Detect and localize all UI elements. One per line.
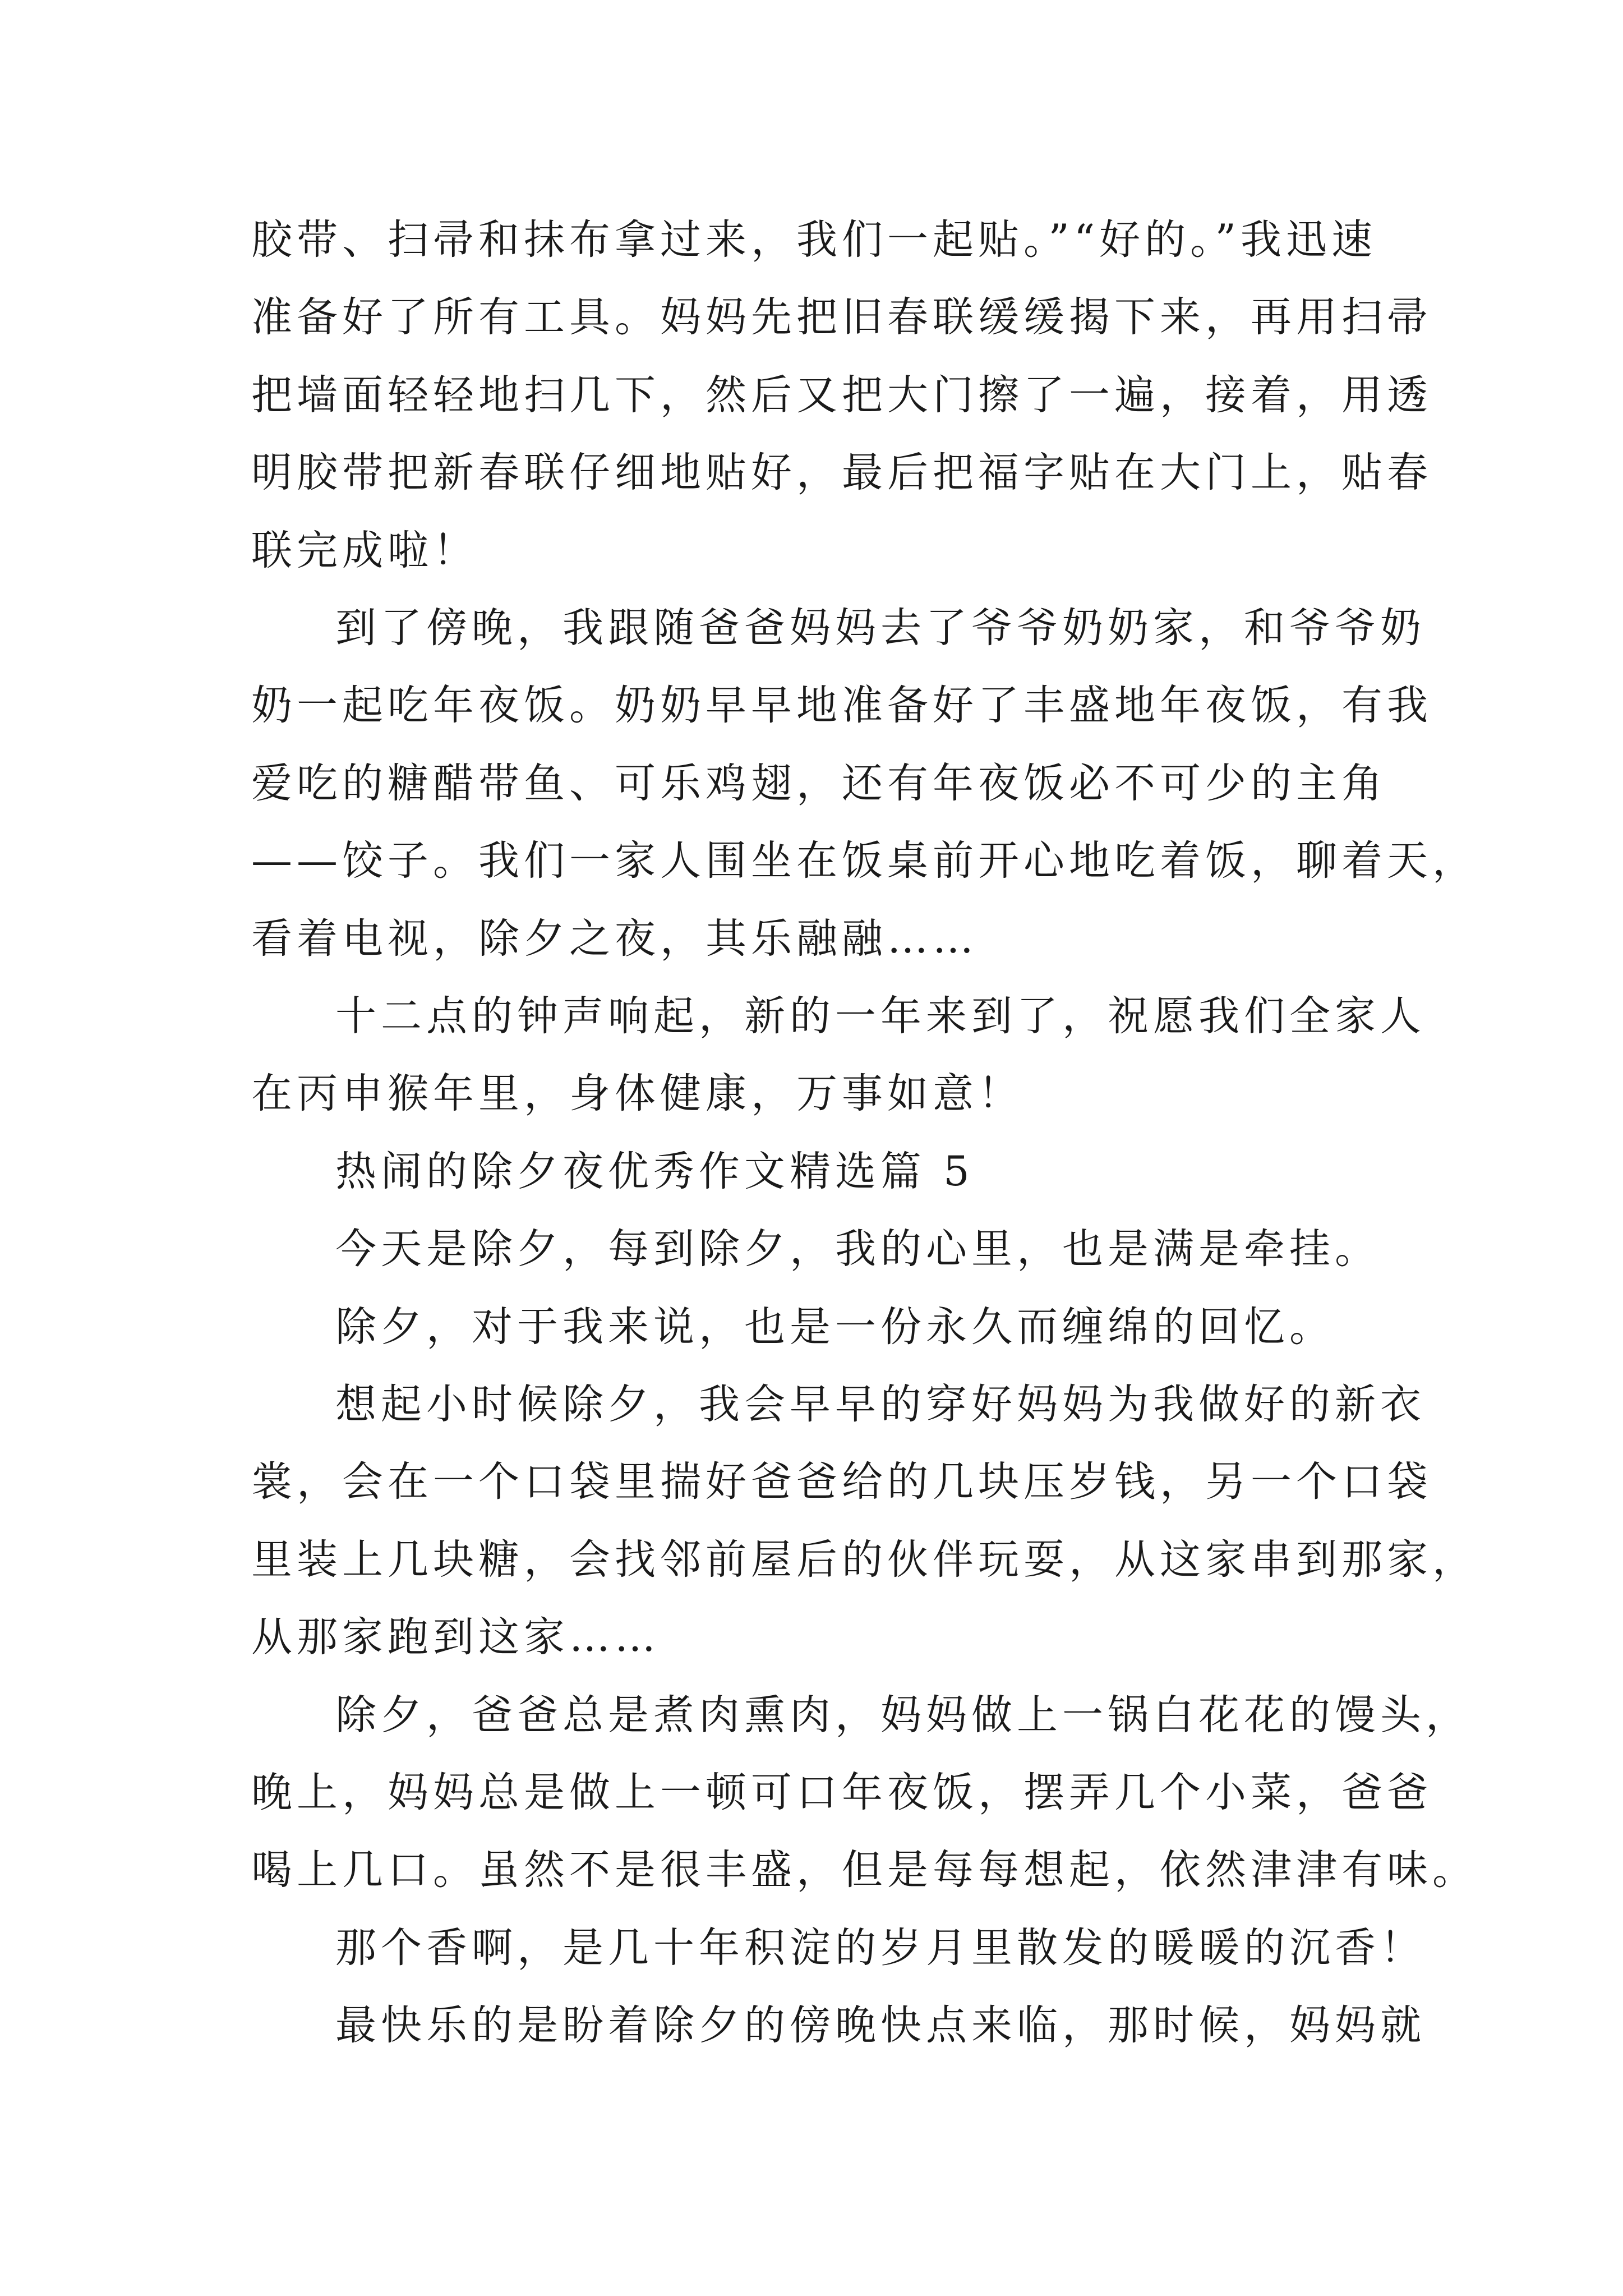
text-line: 喝上几口。虽然不是很丰盛，但是每每想起，依然津津有味。 xyxy=(251,1846,1478,1894)
paragraph-first-line: 想起小时候除夕，我会早早的穿好妈妈为我做好的新衣 xyxy=(335,1381,1426,1428)
text-line: 晚上，妈妈总是做上一顿可口年夜饭，摆弄几个小菜，爸爸 xyxy=(251,1769,1432,1816)
paragraph-first-line: 今天是除夕，每到除夕，我的心里，也是满是牵挂。 xyxy=(335,1225,1380,1273)
text-line: ——饺子。我们一家人围坐在饭桌前开心地吃着饭，聊着天， xyxy=(251,837,1478,885)
text-line: 看着电视，除夕之夜，其乐融融…… xyxy=(251,915,978,963)
text-line: 胶带、扫帚和抹布拿过来，我们一起贴。”“好的。”我迅速 xyxy=(251,216,1377,264)
text-line: 在丙申猴年里，身体健康，万事如意！ xyxy=(251,1070,1023,1117)
paragraph-first-line: 除夕，爸爸总是煮肉熏肉，妈妈做上一锅白花花的馒头， xyxy=(335,1691,1471,1739)
section-heading: 热闹的除夕夜优秀作文精选篇 5 xyxy=(335,1148,974,1195)
paragraph-first-line: 那个香啊，是几十年积淀的岁月里散发的暖暖的沉香！ xyxy=(335,1924,1426,1972)
text-line: 把墙面轻轻地扫几下，然后又把大门擦了一遍，接着，用透 xyxy=(251,371,1432,419)
paragraph-first-line: 最快乐的是盼着除夕的傍晚快点来临，那时候，妈妈就 xyxy=(335,2001,1426,2049)
text-line: 里装上几块糖，会找邻前屋后的伙伴玩耍，从这家串到那家， xyxy=(251,1536,1478,1584)
text-line: 奶一起吃年夜饭。奶奶早早地准备好了丰盛地年夜饭，有我 xyxy=(251,682,1432,729)
text-line: 明胶带把新春联仔细地贴好，最后把福字贴在大门上，贴春 xyxy=(251,449,1432,496)
text-line: 准备好了所有工具。妈妈先把旧春联缓缓揭下来，再用扫帚 xyxy=(251,293,1432,341)
text-line: 联完成啦！ xyxy=(251,527,478,574)
paragraph-first-line: 除夕，对于我来说，也是一份永久而缠绵的回忆。 xyxy=(335,1303,1335,1351)
text-line: 从那家跑到这家…… xyxy=(251,1613,660,1661)
text-line: 裳，会在一个口袋里揣好爸爸给的几块压岁钱，另一个口袋 xyxy=(251,1458,1432,1506)
paragraph-first-line: 十二点的钟声响起，新的一年来到了，祝愿我们全家人 xyxy=(335,992,1426,1040)
text-line: 爱吃的糖醋带鱼、可乐鸡翅，还有年夜饭必不可少的主角 xyxy=(251,760,1387,807)
paragraph-first-line: 到了傍晚，我跟随爸爸妈妈去了爷爷奶奶家，和爷爷奶 xyxy=(335,604,1426,652)
